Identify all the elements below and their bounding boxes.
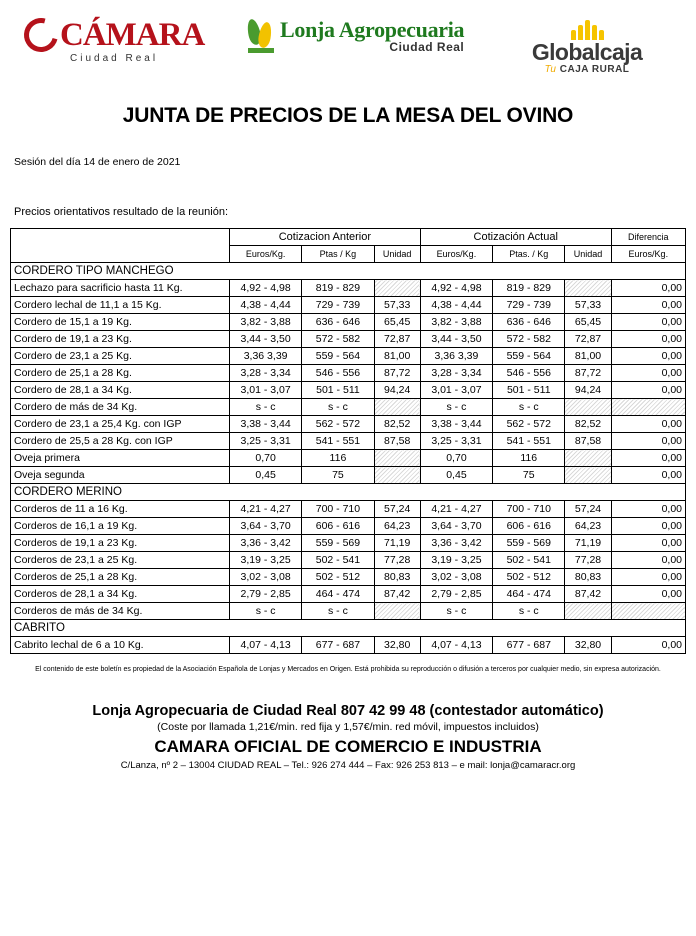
cell-anterior-unidad: 77,28	[374, 552, 420, 569]
cell-actual-ptas: 636 - 646	[493, 314, 565, 331]
table-row	[11, 348, 686, 365]
cell-actual-unidad: 57,33	[565, 297, 611, 314]
cell-anterior-ptas: 546 - 556	[302, 365, 374, 382]
cell-concept: Corderos de 28,1 a 34 Kg.	[11, 586, 230, 603]
cell-anterior-unidad: 81,00	[374, 348, 420, 365]
cell-anterior-euros: 3,38 - 3,44	[229, 416, 301, 433]
cell-actual-ptas: 729 - 739	[493, 297, 565, 314]
footer-phone-line: Lonja Agropecuaria de Ciudad Real 807 42 99 48 (contestador automático)	[92, 703, 604, 719]
cell-actual-unidad: 81,00	[565, 348, 611, 365]
cell-anterior-euros: s - c	[229, 603, 301, 620]
cell-actual-ptas: 562 - 572	[493, 416, 565, 433]
globalcaja-logo-text: Globalcaja	[531, 39, 643, 65]
cell-concept: Cabrito lechal de 6 a 10 Kg.	[11, 637, 230, 654]
cell-actual-ptas: 502 - 512	[493, 569, 565, 586]
subheader-actual-euros: Euros/Kg.	[420, 246, 492, 263]
cell-concept: Cordero lechal de 11,1 a 15 Kg.	[11, 297, 230, 314]
header-cotizacion-actual: Cotización Actual	[420, 229, 611, 246]
cell-concept: Corderos de 25,1 a 28 Kg.	[11, 569, 230, 586]
cell-anterior-euros: 3,44 - 3,50	[229, 331, 301, 348]
cell-actual-unidad: 87,58	[565, 433, 611, 450]
subheader-anterior-ptas: Ptas / Kg	[302, 246, 374, 263]
cell-actual-ptas: 75	[493, 467, 565, 484]
cell-concept: Cordero de 28,1 a 34 Kg.	[11, 382, 230, 399]
cell-actual-euros: 0,70	[420, 450, 492, 467]
cell-anterior-ptas: 677 - 687	[302, 637, 374, 654]
cell-diferencia: 0,00	[611, 416, 685, 433]
table-row	[11, 552, 686, 569]
cell-anterior-euros: 0,45	[229, 467, 301, 484]
cell-actual-ptas: 502 - 541	[493, 552, 565, 569]
cell-actual-unidad: 77,28	[565, 552, 611, 569]
cell-diferencia	[611, 399, 685, 416]
cell-anterior-ptas: 819 - 829	[302, 280, 374, 297]
cell-actual-unidad	[565, 280, 611, 297]
cell-actual-ptas: 546 - 556	[493, 365, 565, 382]
cell-anterior-euros: 3,02 - 3,08	[229, 569, 301, 586]
cell-anterior-unidad: 64,23	[374, 518, 420, 535]
table-row	[11, 365, 686, 382]
cell-actual-euros: 0,45	[420, 467, 492, 484]
camara-logo-subtext: Ciudad Real	[70, 53, 159, 64]
cell-anterior-euros: 4,92 - 4,98	[229, 280, 301, 297]
cell-anterior-unidad: 71,19	[374, 535, 420, 552]
cell-diferencia: 0,00	[611, 348, 685, 365]
cell-actual-euros: 2,79 - 2,85	[420, 586, 492, 603]
cell-actual-ptas: 559 - 564	[493, 348, 565, 365]
cell-anterior-ptas: 636 - 646	[302, 314, 374, 331]
cell-actual-unidad: 57,24	[565, 501, 611, 518]
cell-anterior-unidad: 57,24	[374, 501, 420, 518]
cell-actual-ptas: 501 - 511	[493, 382, 565, 399]
table-row	[11, 467, 686, 484]
cell-concept: Cordero de 23,1 a 25,4 Kg. con IGP	[11, 416, 230, 433]
prices-table	[10, 228, 686, 654]
cell-anterior-euros: 4,07 - 4,13	[229, 637, 301, 654]
cell-anterior-euros: 3,82 - 3,88	[229, 314, 301, 331]
cell-concept: Oveja segunda	[11, 467, 230, 484]
cell-diferencia: 0,00	[611, 450, 685, 467]
cell-diferencia: 0,00	[611, 467, 685, 484]
camara-logo-text: CÁMARA	[60, 17, 205, 53]
table-row	[11, 603, 686, 620]
cell-anterior-euros: 3,28 - 3,34	[229, 365, 301, 382]
cell-anterior-euros: 0,70	[229, 450, 301, 467]
cell-actual-unidad	[565, 399, 611, 416]
globalcaja-logo-subtext	[502, 64, 672, 75]
cell-actual-euros: 3,38 - 3,44	[420, 416, 492, 433]
cell-actual-euros: 4,92 - 4,98	[420, 280, 492, 297]
section-title: CORDERO TIPO MANCHEGO	[11, 263, 686, 280]
cell-actual-euros: 3,19 - 3,25	[420, 552, 492, 569]
subheader-anterior-euros: Euros/Kg.	[229, 246, 301, 263]
cell-actual-ptas: 677 - 687	[493, 637, 565, 654]
globalcaja-logo	[502, 18, 672, 75]
camara-logo	[24, 18, 234, 64]
cell-diferencia: 0,00	[611, 552, 685, 569]
cell-actual-unidad: 32,80	[565, 637, 611, 654]
cell-anterior-ptas: 700 - 710	[302, 501, 374, 518]
cell-actual-euros: 3,44 - 3,50	[420, 331, 492, 348]
cell-actual-unidad: 82,52	[565, 416, 611, 433]
cell-diferencia: 0,00	[611, 501, 685, 518]
cell-concept: Corderos de 16,1 a 19 Kg.	[11, 518, 230, 535]
cell-anterior-unidad: 87,42	[374, 586, 420, 603]
table-row	[11, 569, 686, 586]
subheader-actual-unidad: Unidad	[565, 246, 611, 263]
cell-diferencia: 0,00	[611, 382, 685, 399]
cell-anterior-euros: 3,01 - 3,07	[229, 382, 301, 399]
table-row	[11, 433, 686, 450]
cell-anterior-ptas: 502 - 541	[302, 552, 374, 569]
cell-anterior-unidad: 87,72	[374, 365, 420, 382]
cell-actual-unidad: 87,42	[565, 586, 611, 603]
table-header	[11, 229, 686, 263]
cell-actual-euros: 3,36 - 3,42	[420, 535, 492, 552]
subheader-anterior-unidad: Unidad	[374, 246, 420, 263]
cell-actual-ptas: 700 - 710	[493, 501, 565, 518]
cell-actual-ptas: s - c	[493, 603, 565, 620]
cell-actual-ptas: 572 - 582	[493, 331, 565, 348]
cell-actual-unidad: 80,83	[565, 569, 611, 586]
page-title: JUNTA DE PRECIOS DE LA MESA DEL OVINO	[122, 104, 574, 127]
cell-diferencia: 0,00	[611, 280, 685, 297]
cell-actual-euros: 3,25 - 3,31	[420, 433, 492, 450]
cell-diferencia: 0,00	[611, 569, 685, 586]
cell-anterior-unidad	[374, 467, 420, 484]
cell-actual-euros: 3,01 - 3,07	[420, 382, 492, 399]
lonja-logo-subtext: Ciudad Real	[389, 40, 465, 55]
wheat-icon	[502, 18, 672, 40]
cell-actual-euros: 4,38 - 4,44	[420, 297, 492, 314]
cell-concept: Corderos de 11 a 16 Kg.	[11, 501, 230, 518]
cell-anterior-unidad	[374, 450, 420, 467]
cell-anterior-unidad: 87,58	[374, 433, 420, 450]
cell-diferencia: 0,00	[611, 433, 685, 450]
cell-actual-euros: 3,36 3,39	[420, 348, 492, 365]
cell-actual-unidad	[565, 603, 611, 620]
cell-actual-euros: 3,02 - 3,08	[420, 569, 492, 586]
intro-text: Precios orientativos resultado de la reunión:	[14, 206, 229, 218]
cell-actual-unidad: 65,45	[565, 314, 611, 331]
table-section-header	[11, 620, 686, 637]
table-row	[11, 314, 686, 331]
table-row	[11, 586, 686, 603]
cell-anterior-euros: 3,19 - 3,25	[229, 552, 301, 569]
cell-anterior-unidad	[374, 280, 420, 297]
cell-concept: Cordero de 25,5 a 28 Kg. con IGP	[11, 433, 230, 450]
cell-anterior-euros: 3,64 - 3,70	[229, 518, 301, 535]
session-date: Sesión del día 14 de enero de 2021	[14, 156, 181, 168]
legal-notice: El contenido de este boletín es propiedad de la Asociación Española de Lonjas y Mercados en Origen. Está prohibida su reproducción o difusión a terceros por cualquier medio, sin expresa autorización.	[35, 666, 661, 673]
cell-actual-ptas: 541 - 551	[493, 433, 565, 450]
cell-anterior-ptas: 559 - 569	[302, 535, 374, 552]
cell-actual-euros: 4,21 - 4,27	[420, 501, 492, 518]
cell-concept: Corderos de 23,1 a 25 Kg.	[11, 552, 230, 569]
cell-actual-unidad	[565, 467, 611, 484]
table-row	[11, 416, 686, 433]
table-row	[11, 297, 686, 314]
cell-concept: Oveja primera	[11, 450, 230, 467]
cell-anterior-euros: 3,25 - 3,31	[229, 433, 301, 450]
cell-anterior-ptas: 541 - 551	[302, 433, 374, 450]
cell-actual-unidad: 71,19	[565, 535, 611, 552]
cell-diferencia: 0,00	[611, 297, 685, 314]
globalcaja-caja-rural-text: CAJA RURAL	[559, 64, 630, 75]
cell-actual-ptas: 559 - 569	[493, 535, 565, 552]
cell-diferencia: 0,00	[611, 535, 685, 552]
table-row	[11, 399, 686, 416]
subheader-diferencia-euros: Euros/Kg.	[611, 246, 685, 263]
subheader-actual-ptas: Ptas. / Kg	[493, 246, 565, 263]
cell-anterior-euros: 2,79 - 2,85	[229, 586, 301, 603]
table-row	[11, 382, 686, 399]
cell-anterior-unidad: 65,45	[374, 314, 420, 331]
cell-anterior-ptas: 75	[302, 467, 374, 484]
cell-concept: Corderos de 19,1 a 23 Kg.	[11, 535, 230, 552]
cell-actual-unidad	[565, 450, 611, 467]
table-row	[11, 331, 686, 348]
cell-anterior-ptas: s - c	[302, 399, 374, 416]
cell-actual-unidad: 64,23	[565, 518, 611, 535]
cell-anterior-ptas: 464 - 474	[302, 586, 374, 603]
cell-anterior-unidad	[374, 399, 420, 416]
cell-concept: Lechazo para sacrificio hasta 11 Kg.	[11, 280, 230, 297]
table-row	[11, 535, 686, 552]
cell-concept: Cordero de 15,1 a 19 Kg.	[11, 314, 230, 331]
header-diferencia: Diferencia	[611, 229, 685, 246]
header-concept	[11, 229, 230, 263]
footer-organization: CAMARA OFICIAL DE COMERCIO E INDUSTRIA	[154, 737, 542, 756]
table-row	[11, 450, 686, 467]
cell-actual-euros: s - c	[420, 603, 492, 620]
cell-concept: Cordero de 19,1 a 23 Kg.	[11, 331, 230, 348]
cell-actual-unidad: 87,72	[565, 365, 611, 382]
table-section-header	[11, 484, 686, 501]
cell-anterior-euros: 3,36 - 3,42	[229, 535, 301, 552]
cell-diferencia: 0,00	[611, 518, 685, 535]
leaf-icon	[248, 19, 274, 53]
table-row	[11, 518, 686, 535]
cell-diferencia	[611, 603, 685, 620]
cell-actual-unidad: 94,24	[565, 382, 611, 399]
table-row	[11, 637, 686, 654]
table-row	[11, 280, 686, 297]
cell-anterior-ptas: 501 - 511	[302, 382, 374, 399]
cell-anterior-euros: 4,38 - 4,44	[229, 297, 301, 314]
cell-anterior-ptas: 502 - 512	[302, 569, 374, 586]
cell-actual-unidad: 72,87	[565, 331, 611, 348]
cell-diferencia: 0,00	[611, 331, 685, 348]
table-row	[11, 501, 686, 518]
cell-anterior-unidad: 32,80	[374, 637, 420, 654]
cell-anterior-unidad: 57,33	[374, 297, 420, 314]
cell-concept: Cordero de 25,1 a 28 Kg.	[11, 365, 230, 382]
cell-anterior-ptas: 606 - 616	[302, 518, 374, 535]
table-section-header	[11, 263, 686, 280]
cell-actual-ptas: 116	[493, 450, 565, 467]
cell-anterior-unidad: 82,52	[374, 416, 420, 433]
cell-anterior-ptas: 562 - 572	[302, 416, 374, 433]
section-title: CORDERO MERINO	[11, 484, 686, 501]
globalcaja-tu-text: Tu	[544, 64, 557, 75]
cell-diferencia: 0,00	[611, 365, 685, 382]
cell-anterior-ptas: 729 - 739	[302, 297, 374, 314]
cell-anterior-unidad: 80,83	[374, 569, 420, 586]
cell-actual-euros: 4,07 - 4,13	[420, 637, 492, 654]
cell-anterior-euros: s - c	[229, 399, 301, 416]
cell-anterior-unidad: 94,24	[374, 382, 420, 399]
table-group-header-row	[11, 229, 686, 246]
cell-diferencia: 0,00	[611, 586, 685, 603]
cell-actual-ptas: 464 - 474	[493, 586, 565, 603]
cell-actual-euros: 3,64 - 3,70	[420, 518, 492, 535]
cell-anterior-unidad	[374, 603, 420, 620]
cell-actual-euros: 3,82 - 3,88	[420, 314, 492, 331]
cell-actual-euros: 3,28 - 3,34	[420, 365, 492, 382]
footer-cost-line: (Coste por llamada 1,21€/min. red fija y 1,57€/min. red móvil, impuestos incluidos)	[157, 721, 539, 733]
cell-anterior-unidad: 72,87	[374, 331, 420, 348]
cell-anterior-ptas: 116	[302, 450, 374, 467]
cell-diferencia: 0,00	[611, 314, 685, 331]
table-body	[11, 263, 686, 654]
cell-actual-ptas: 819 - 829	[493, 280, 565, 297]
cell-anterior-ptas: s - c	[302, 603, 374, 620]
lonja-logo	[248, 18, 488, 54]
cell-anterior-euros: 4,21 - 4,27	[229, 501, 301, 518]
cell-concept: Corderos de más de 34 Kg.	[11, 603, 230, 620]
cell-actual-euros: s - c	[420, 399, 492, 416]
footer	[10, 703, 686, 771]
cell-concept: Cordero de más de 34 Kg.	[11, 399, 230, 416]
header-cotizacion-anterior: Cotizacion Anterior	[229, 229, 420, 246]
cell-actual-ptas: s - c	[493, 399, 565, 416]
footer-address: C/Lanza, nº 2 – 13004 CIUDAD REAL – Tel.: 926 274 444 – Fax: 926 253 813 – e mail: lonja@camaracr.org	[120, 760, 576, 771]
lonja-logo-text: Lonja Agropecuaria	[280, 17, 465, 42]
logo-bar	[10, 0, 686, 78]
cell-anterior-ptas: 559 - 564	[302, 348, 374, 365]
cell-concept: Cordero de 23,1 a 25 Kg.	[11, 348, 230, 365]
cell-anterior-ptas: 572 - 582	[302, 331, 374, 348]
camara-c-icon	[18, 12, 64, 58]
section-title: CABRITO	[11, 620, 686, 637]
cell-anterior-euros: 3,36 3,39	[229, 348, 301, 365]
cell-actual-ptas: 606 - 616	[493, 518, 565, 535]
cell-diferencia: 0,00	[611, 637, 685, 654]
